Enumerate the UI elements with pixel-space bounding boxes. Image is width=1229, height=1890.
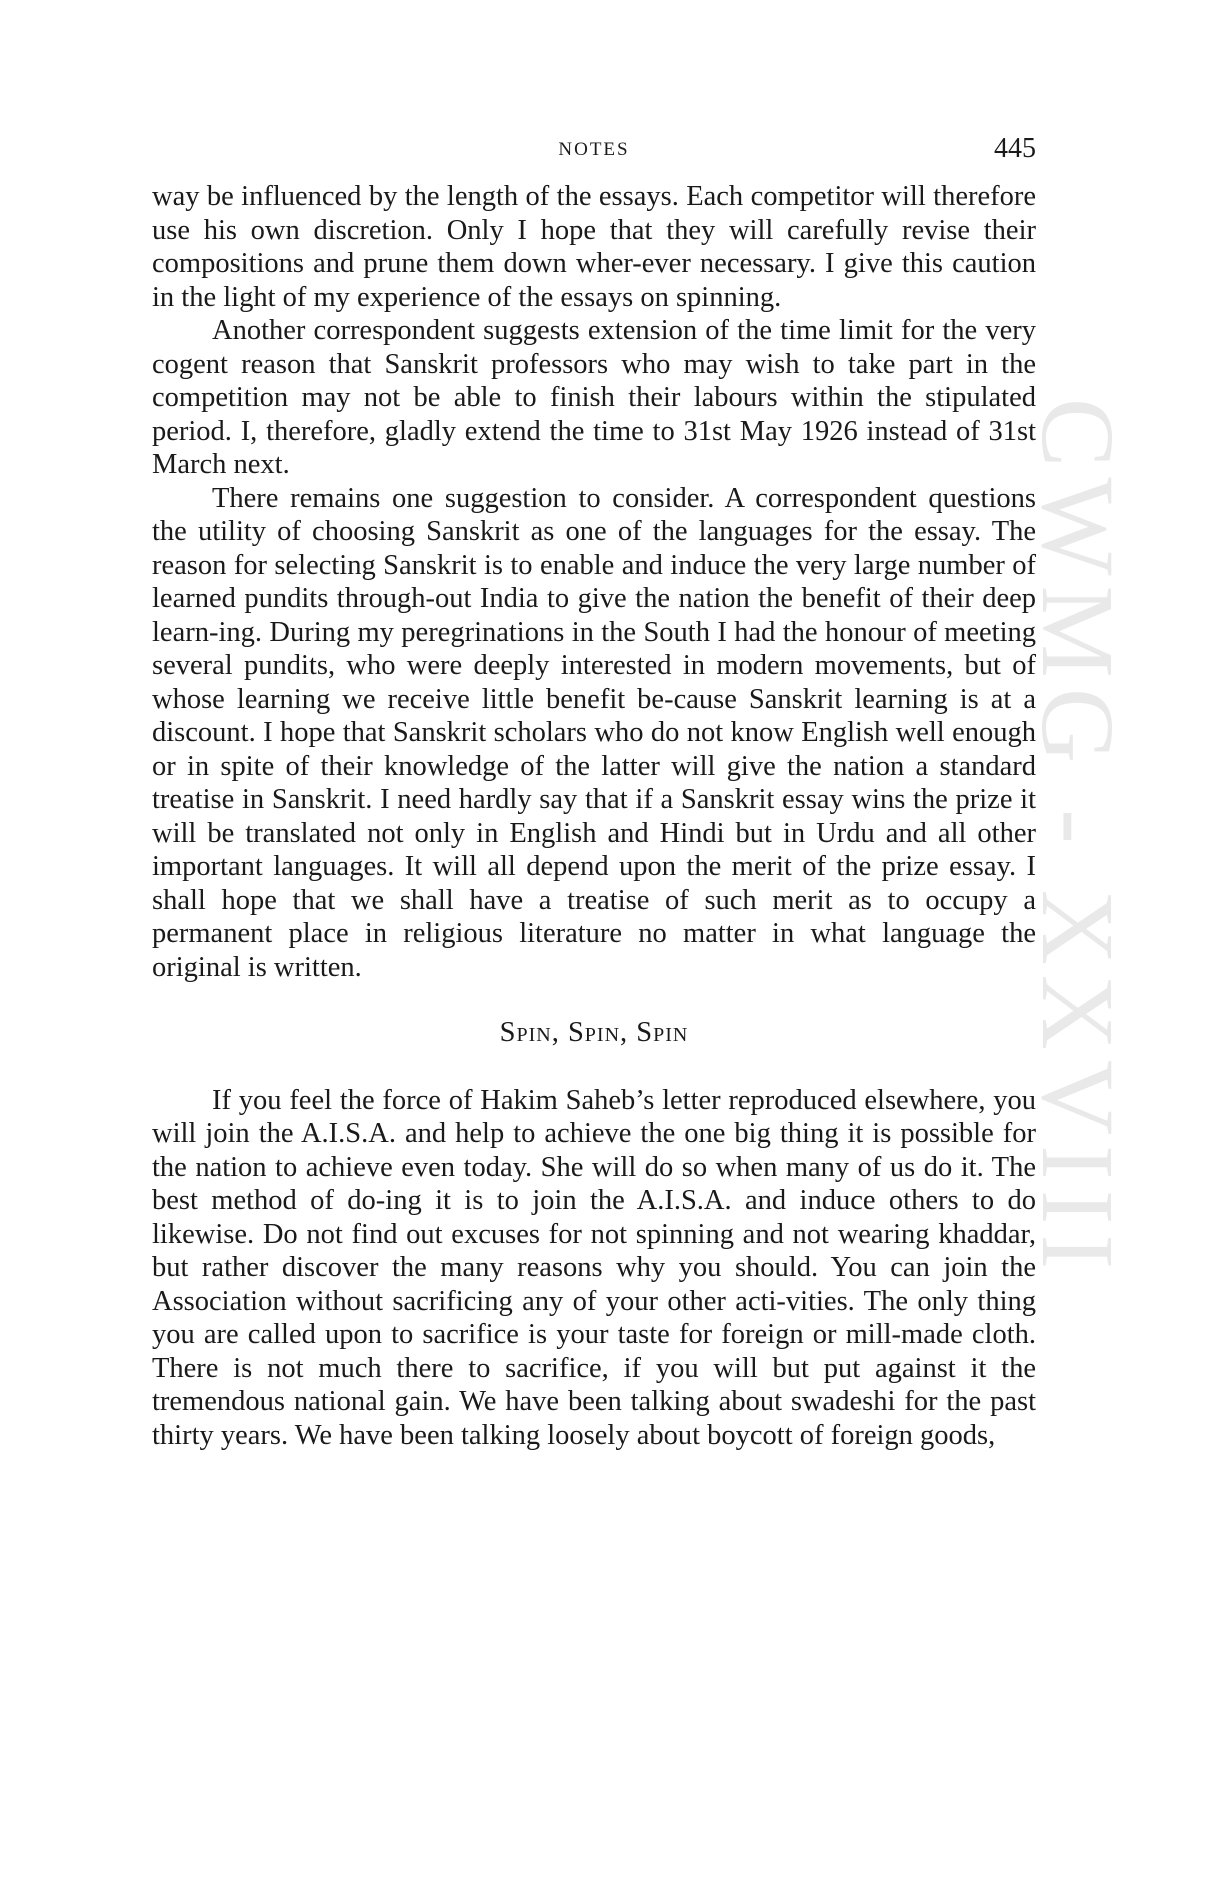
- paragraph-continued: way be influenced by the length of the essays. Each competitor will therefore use his own discretion. Only I hope that they will carefully revise their compositions and prune them down wher-ever necessary. I give this caution in the light of my experience of the essays on spinning.: [152, 181, 1036, 313]
- paragraph-spin: If you feel the force of Hakim Saheb’s letter reproduced elsewhere, you will join the A.I.S.A. and help to achieve the one big thing it is possible for the nation to achieve even today. She will do so when many of us do it. The best method of do-ing it is to join the A.I.S.A. and induce others to do likewise. Do not find out excuses for not spinning and not wearing khaddar, but rather discover the many reasons why you should. You can join the Association without sacrificing any of your other acti-vities. The only thing you are called upon to sacrifice is your taste for foreign or mill-made cloth. There is not much there to sacrifice, if you will but put against it the tremendous national gain. We have been talking about swadeshi for the past thirty years. We have been talking loosely about boycott of foreign goods,: [152, 1084, 1036, 1451]
- section-title: Spin, Spin, Spin: [499, 1017, 689, 1048]
- page-header: [152, 133, 1036, 163]
- watermark-text: CWMG - XXVIII: [1020, 398, 1135, 1279]
- paragraph-time-limit: Another correspondent suggests extension of the time limit for the very cogent reason that Sanskrit professors who may wish to take part in the competition may not be able to finish their labours within the stipulated period. I, therefore, gladly extend the time to 31st May 1926 instead of 31st March next.: [152, 315, 1036, 480]
- running-head: NOTES: [558, 139, 630, 160]
- page-number: 445: [994, 133, 1036, 164]
- paragraph-sanskrit: There remains one suggestion to consider. A correspondent questions the utility of choosing Sanskrit as one of the languages for the essay. The reason for selecting Sanskrit is to enable and induce the very large number of learned pundits through-out India to give the nation the benefit of their deep learn-ing. During my peregrinations in the South I had the honour of meeting several pundits, who were deeply interested in modern movements, but of whose learning we receive little benefit be-cause Sanskrit learning is at a discount. I hope that Sanskrit scholars who do not know English well enough or in spite of their knowledge of the latter will give the nation a standard treatise in Sanskrit. I need hardly say that if a Sanskrit essay wins the prize it will be translated not only in English and Hindi but in Urdu and all other important languages. It will all depend upon the merit of the prize essay. I shall hope that we shall have a treatise of such merit as to occupy a permanent place in religious literature no matter in what language the original is written.: [152, 482, 1036, 983]
- page-body: [152, 180, 1036, 1452]
